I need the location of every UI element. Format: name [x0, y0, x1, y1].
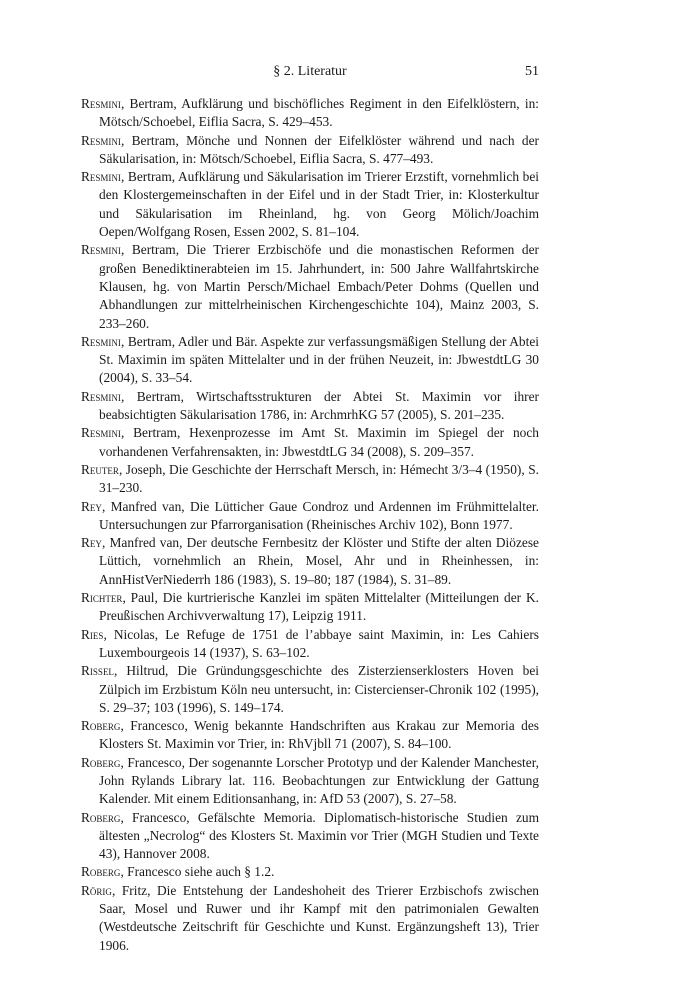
running-head	[81, 64, 539, 82]
entry-author: Roberg	[81, 718, 121, 734]
entry-text: , Nicolas, Le Refuge de 1751 de l’abbaye saint Maximin, in: Les Cahiers Luxembourgeois 14 (1937), S. 63–102.	[99, 626, 539, 660]
entry-author: Roberg	[81, 754, 121, 770]
bibliography-entry	[81, 589, 539, 626]
entry-author: Rey	[81, 535, 102, 551]
entry-text: , Bertram, Adler und Bär. Aspekte zur verfassungsmäßigen Stellung der Abtei St. Maximin im späten Mittelalter und in der frühen Neuzeit, in: JbwestdtLG 30 (2004), S. 33–54.	[99, 333, 539, 386]
entry-author: Resmini	[81, 96, 121, 111]
entry-text: , Francesco siehe auch § 1.2.	[120, 864, 275, 880]
bibliography-entry	[81, 168, 539, 241]
bibliography-entry	[81, 333, 539, 388]
entry-author: Rey	[81, 498, 102, 514]
entry-text: , Bertram, Aufklärung und bischöfliches Regiment in den Eifelklöstern, in: Mötsch/Schoebel, Eiflia Sacra, S. 429–453.	[99, 96, 539, 130]
entry-text: , Bertram, Mönche und Nonnen der Eifelklöster während und nach der Säkularisation, in: Mötsch/Schoebel, Eiflia Sacra, S. 477–493.	[99, 132, 539, 166]
entry-author: Resmini	[81, 169, 121, 185]
entry-text: , Bertram, Wirtschaftsstrukturen der Abtei St. Maximin vor ihrer beabsichtigten Säkularisation 1786, in: ArchmrhKG 57 (2005), S. 201–235.	[99, 388, 539, 423]
entry-author: Richter	[81, 590, 123, 606]
page-number: 51	[525, 64, 539, 79]
bibliography-entry	[81, 882, 539, 955]
bibliography-entry	[81, 662, 539, 717]
entry-text: , Francesco, Der sogenannte Lorscher Prototyp und der Kalender Manchester, John Rylands Library lat. 116. Beobachtungen zur Entwicklung der Gattung Kalender. Mit einem Editionsanhang, in: AfD 53 (2007), S. 27–58.	[99, 754, 539, 807]
entry-author: Reuter	[81, 461, 119, 477]
bibliography-entry	[81, 241, 539, 332]
entry-author: Resmini	[81, 388, 121, 404]
bibliography-entry	[81, 461, 539, 498]
bibliography-entry	[81, 626, 539, 663]
bibliography-list	[81, 95, 539, 955]
entry-author: Resmini	[81, 425, 121, 441]
entry-text: , Hiltrud, Die Gründungsgeschichte des Zisterzienserklosters Hoven bei Zülpich im Erzbistum Köln neu untersucht, in: Cistercienser-Chronik 102 (1995), S. 29–37; 103 (1996), S. 149–174.	[99, 663, 539, 715]
bibliography-entry	[81, 498, 539, 535]
bibliography-entry	[81, 863, 539, 881]
entry-text: , Francesco, Gefälschte Memoria. Diplomatisch-historische Studien zum ältesten „Necrolog“ des Klosters St. Maximin vor Trier (MGH Studien und Texte 43), Hannover 2008.	[99, 809, 539, 862]
entry-text: , Paul, Die kurtrierische Kanzlei im späten Mittelalter (Mitteilungen der K. Preußischen Archivverwaltung 17), Leipzig 1911.	[99, 590, 539, 624]
entry-author: Roberg	[81, 809, 121, 825]
entry-author: Resmini	[81, 132, 121, 148]
bibliography-entry	[81, 717, 539, 754]
entry-text: , Manfred van, Die Lütticher Gaue Condroz und Ardennen im Frühmittelalter. Untersuchungen zur Pfarrorganisation (Rheinisches Archiv 102), Bonn 1977.	[99, 498, 539, 532]
bibliography-entry	[81, 424, 539, 461]
entry-text: , Bertram, Die Trierer Erzbischöfe und die monastischen Reformen der großen Benediktinerabteien im 15. Jahrhundert, in: 500 Jahre Wallfahrtskirche Klausen, hg. von Martin Persch/Michael Embach/Peter Dohms (Quellen und Abhandlungen zur mittelrheinischen Kirchengeschichte 104), Mainz 2003, S. 233–260.	[99, 242, 539, 331]
entry-text: , Manfred van, Der deutsche Fernbesitz der Klöster und Stifte der alten Diözese Lüttich, vornehmlich an Rhein, Mosel, Ahr und in Rheinhessen, in: AnnHistVerNiederrh 186 (1983), S. 19–80; 187 (1984), S. 31–89.	[99, 535, 539, 587]
bibliography-entry	[81, 95, 539, 132]
entry-author: Rissel	[81, 663, 114, 679]
entry-text: , Joseph, Die Geschichte der Herrschaft Mersch, in: Hémecht 3/3–4 (1950), S. 31–230.	[99, 461, 539, 496]
entry-text: , Francesco, Wenig bekannte Handschriften aus Krakau zur Memoria des Klosters St. Maximin vor Trier, in: RhVjbll 71 (2007), S. 84–100.	[99, 718, 539, 752]
entry-author: Ries	[81, 626, 104, 642]
entry-author: Roberg	[81, 864, 121, 880]
bibliography-entry	[81, 754, 539, 809]
entry-text: , Bertram, Hexenprozesse im Amt St. Maximin im Spiegel der noch vorhandenen Verfahrensakten, in: JbwestdtLG 34 (2008), S. 209–357.	[99, 425, 539, 459]
entry-author: Rörig	[81, 882, 112, 898]
entry-author: Resmini	[81, 333, 121, 349]
bibliography-entry	[81, 388, 539, 425]
entry-text: , Fritz, Die Entstehung der Landeshoheit des Trierer Erzbischofs zwischen Saar, Mosel und Ruwer und ihr Kampf mit den patrimonialen Gewalten (Westdeutsche Zeitschrift für Geschichte und Kunst. Ergänzungsheft 13), Trier 1906.	[99, 882, 539, 953]
running-title: § 2. Literatur	[273, 64, 347, 79]
bibliography-entry	[81, 534, 539, 589]
entry-author: Resmini	[81, 242, 121, 258]
bibliography-entry	[81, 809, 539, 864]
entry-text: , Bertram, Aufklärung und Säkularisation im Trierer Erzstift, vornehmlich bei den Klostergemeinschaften in der Eifel und in der Stadt Trier, in: Klosterkultur und Säkularisation im Rheinland, hg. von Georg Mölich/Joachim Oepen/Wolfgang Rosen, Essen 2002, S. 81–104.	[99, 169, 539, 240]
bibliography-entry	[81, 132, 539, 169]
